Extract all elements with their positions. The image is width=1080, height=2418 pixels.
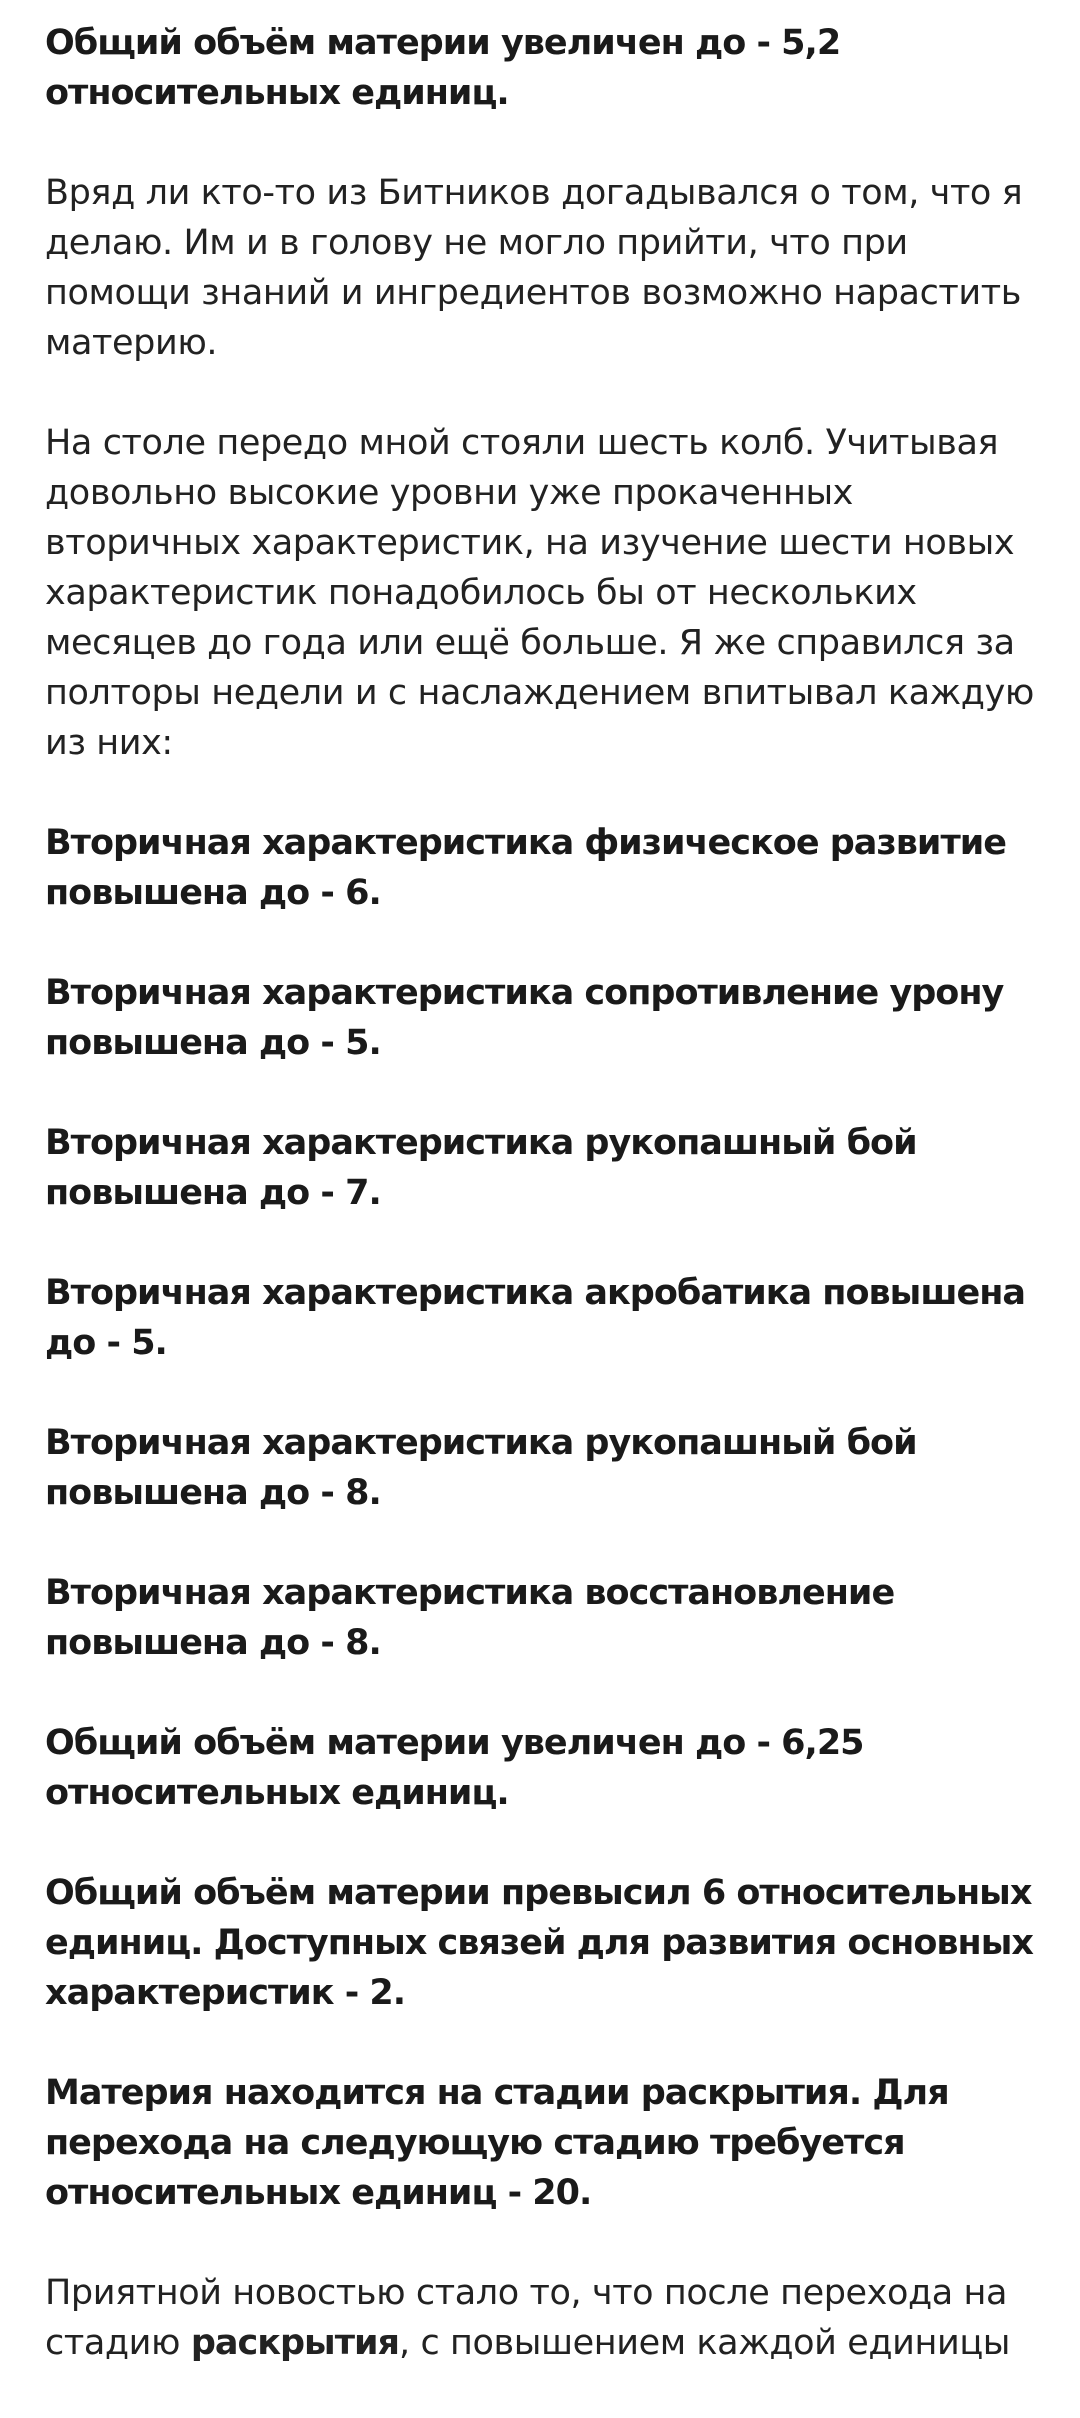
system-message-paragraph: Вторичная характеристика сопротивление урону повышена до - 5. — [45, 973, 1004, 1063]
reader-page[interactable] — [45, 18, 1045, 2418]
narrative-paragraph-cut — [45, 2268, 1045, 2368]
system-message-paragraph: Материя находится на стадии раскрытия. Для перехода на следующую стадию требуется относительных единиц - 20. — [45, 2073, 949, 2213]
system-message-paragraph: Вторичная характеристика рукопашный бой повышена до - 8. — [45, 1423, 917, 1513]
system-message-paragraph: Вторичная характеристика восстановление повышена до - 8. — [45, 1573, 895, 1663]
system-message-paragraph: Вторичная характеристика акробатика повышена до - 5. — [45, 1273, 1026, 1363]
paragraph-text-start: Приятной новостью стало то, что после перехода на стадию — [45, 2273, 1008, 2363]
system-message-paragraph: Вторичная характеристика рукопашный бой повышена до - 7. — [45, 1123, 917, 1213]
emphasized-word: раскрытия — [190, 2323, 399, 2363]
system-message-paragraph: Общий объём материи превысил 6 относительных единиц. Доступных связей для развития основных характеристик - 2. — [45, 1873, 1033, 2013]
system-message-paragraph: Общий объём материи увеличен до - 5,2 относительных единиц. — [45, 23, 841, 113]
paragraph-text-end: , с повышением каждой единицы — [399, 2323, 1011, 2363]
narrative-paragraph: На столе передо мной стояли шесть колб. Учитывая довольно высокие уровни уже прокаченных вторичных характеристик, на изучение шести новых характеристик понадобилось бы от нескольких месяцев до года или ещё больше. Я же справился за полторы недели и с наслаждением впитывал каждую из них: — [45, 423, 1034, 763]
system-message-paragraph: Общий объём материи увеличен до - 6,25 относительных единиц. — [45, 1723, 864, 1813]
system-message-paragraph: Вторичная характеристика физическое развитие повышена до - 6. — [45, 823, 1006, 913]
narrative-paragraph: Вряд ли кто-то из Битников догадывался о том, что я делаю. Им и в голову не могло прийти, что при помощи знаний и ингредиентов возможно нарастить материю. — [45, 173, 1023, 363]
